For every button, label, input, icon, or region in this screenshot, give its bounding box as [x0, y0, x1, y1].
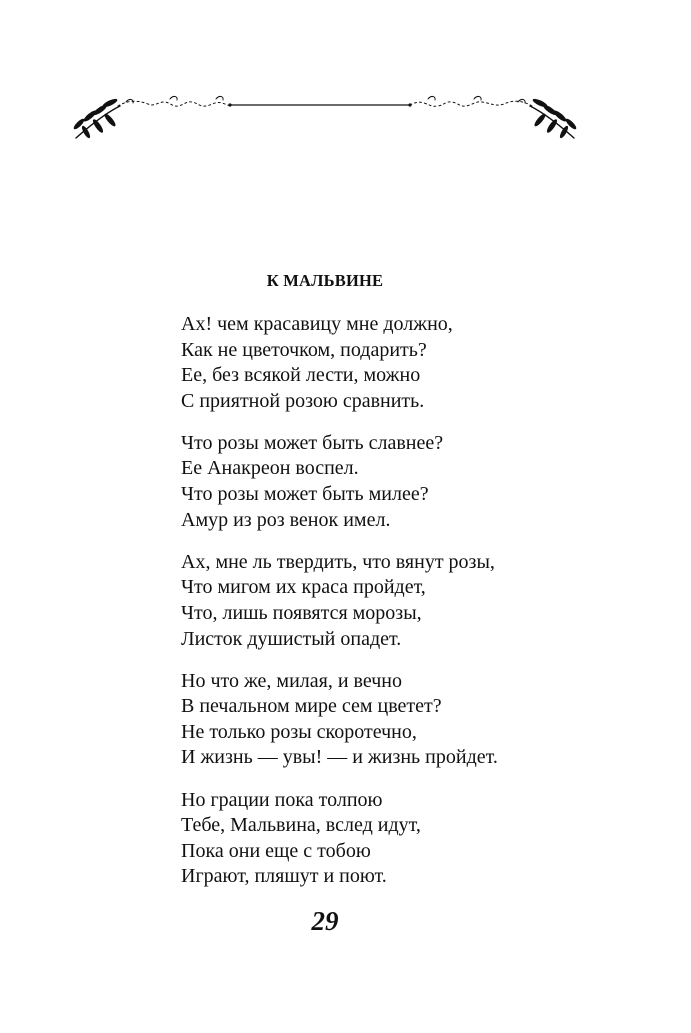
poem-line: Как не цветочком, подарить?: [181, 338, 427, 361]
stanza: [181, 312, 498, 414]
poem-title: К МАЛЬВИНЕ: [266, 271, 384, 290]
poem-line: И жизнь — увы! — и жизнь пройдет.: [181, 746, 498, 769]
poem-line: Что мигом их краса пройдет,: [181, 576, 426, 599]
poem-line: Амур из роз венок имел.: [181, 508, 391, 531]
stanza: [181, 550, 498, 652]
poem-line: Но грации пока толпою: [181, 788, 383, 811]
poem-line: Ее Анакреон воспел.: [181, 457, 359, 480]
poem-line: Что розы может быть славнее?: [181, 431, 444, 454]
poem-line: Тебе, Мальвина, вслед идут,: [181, 814, 421, 837]
poem-line: В печальном мире сем цветет?: [181, 695, 442, 718]
poem-line: Ее, без всякой лести, можно: [181, 364, 421, 387]
stanza: [181, 788, 498, 890]
stanza: [181, 431, 498, 533]
leafy-vine-divider-icon: [70, 88, 580, 152]
poem-line: Что, лишь появятся морозы,: [181, 601, 422, 624]
poem-line: Не только розы скоротечно,: [181, 720, 417, 743]
poem-line: Ах! чем красавицу мне должно,: [181, 313, 453, 335]
poem-line: Пока они еще с тобою: [181, 839, 371, 862]
poem-line: Но что же, милая, и вечно: [181, 669, 402, 692]
poem-line: Играют, пляшут и поют.: [181, 865, 387, 888]
stanza: [181, 669, 498, 771]
poem-line: Листок душистый опадет.: [181, 627, 402, 650]
poem-line: Ах, мне ль твердить, что вянут розы,: [181, 550, 495, 573]
poem-body: [181, 312, 498, 906]
page-number: 29: [311, 906, 339, 936]
poem-line: С приятной розою сравнить.: [181, 389, 425, 412]
poem-line: Что розы может быть милее?: [181, 483, 429, 506]
